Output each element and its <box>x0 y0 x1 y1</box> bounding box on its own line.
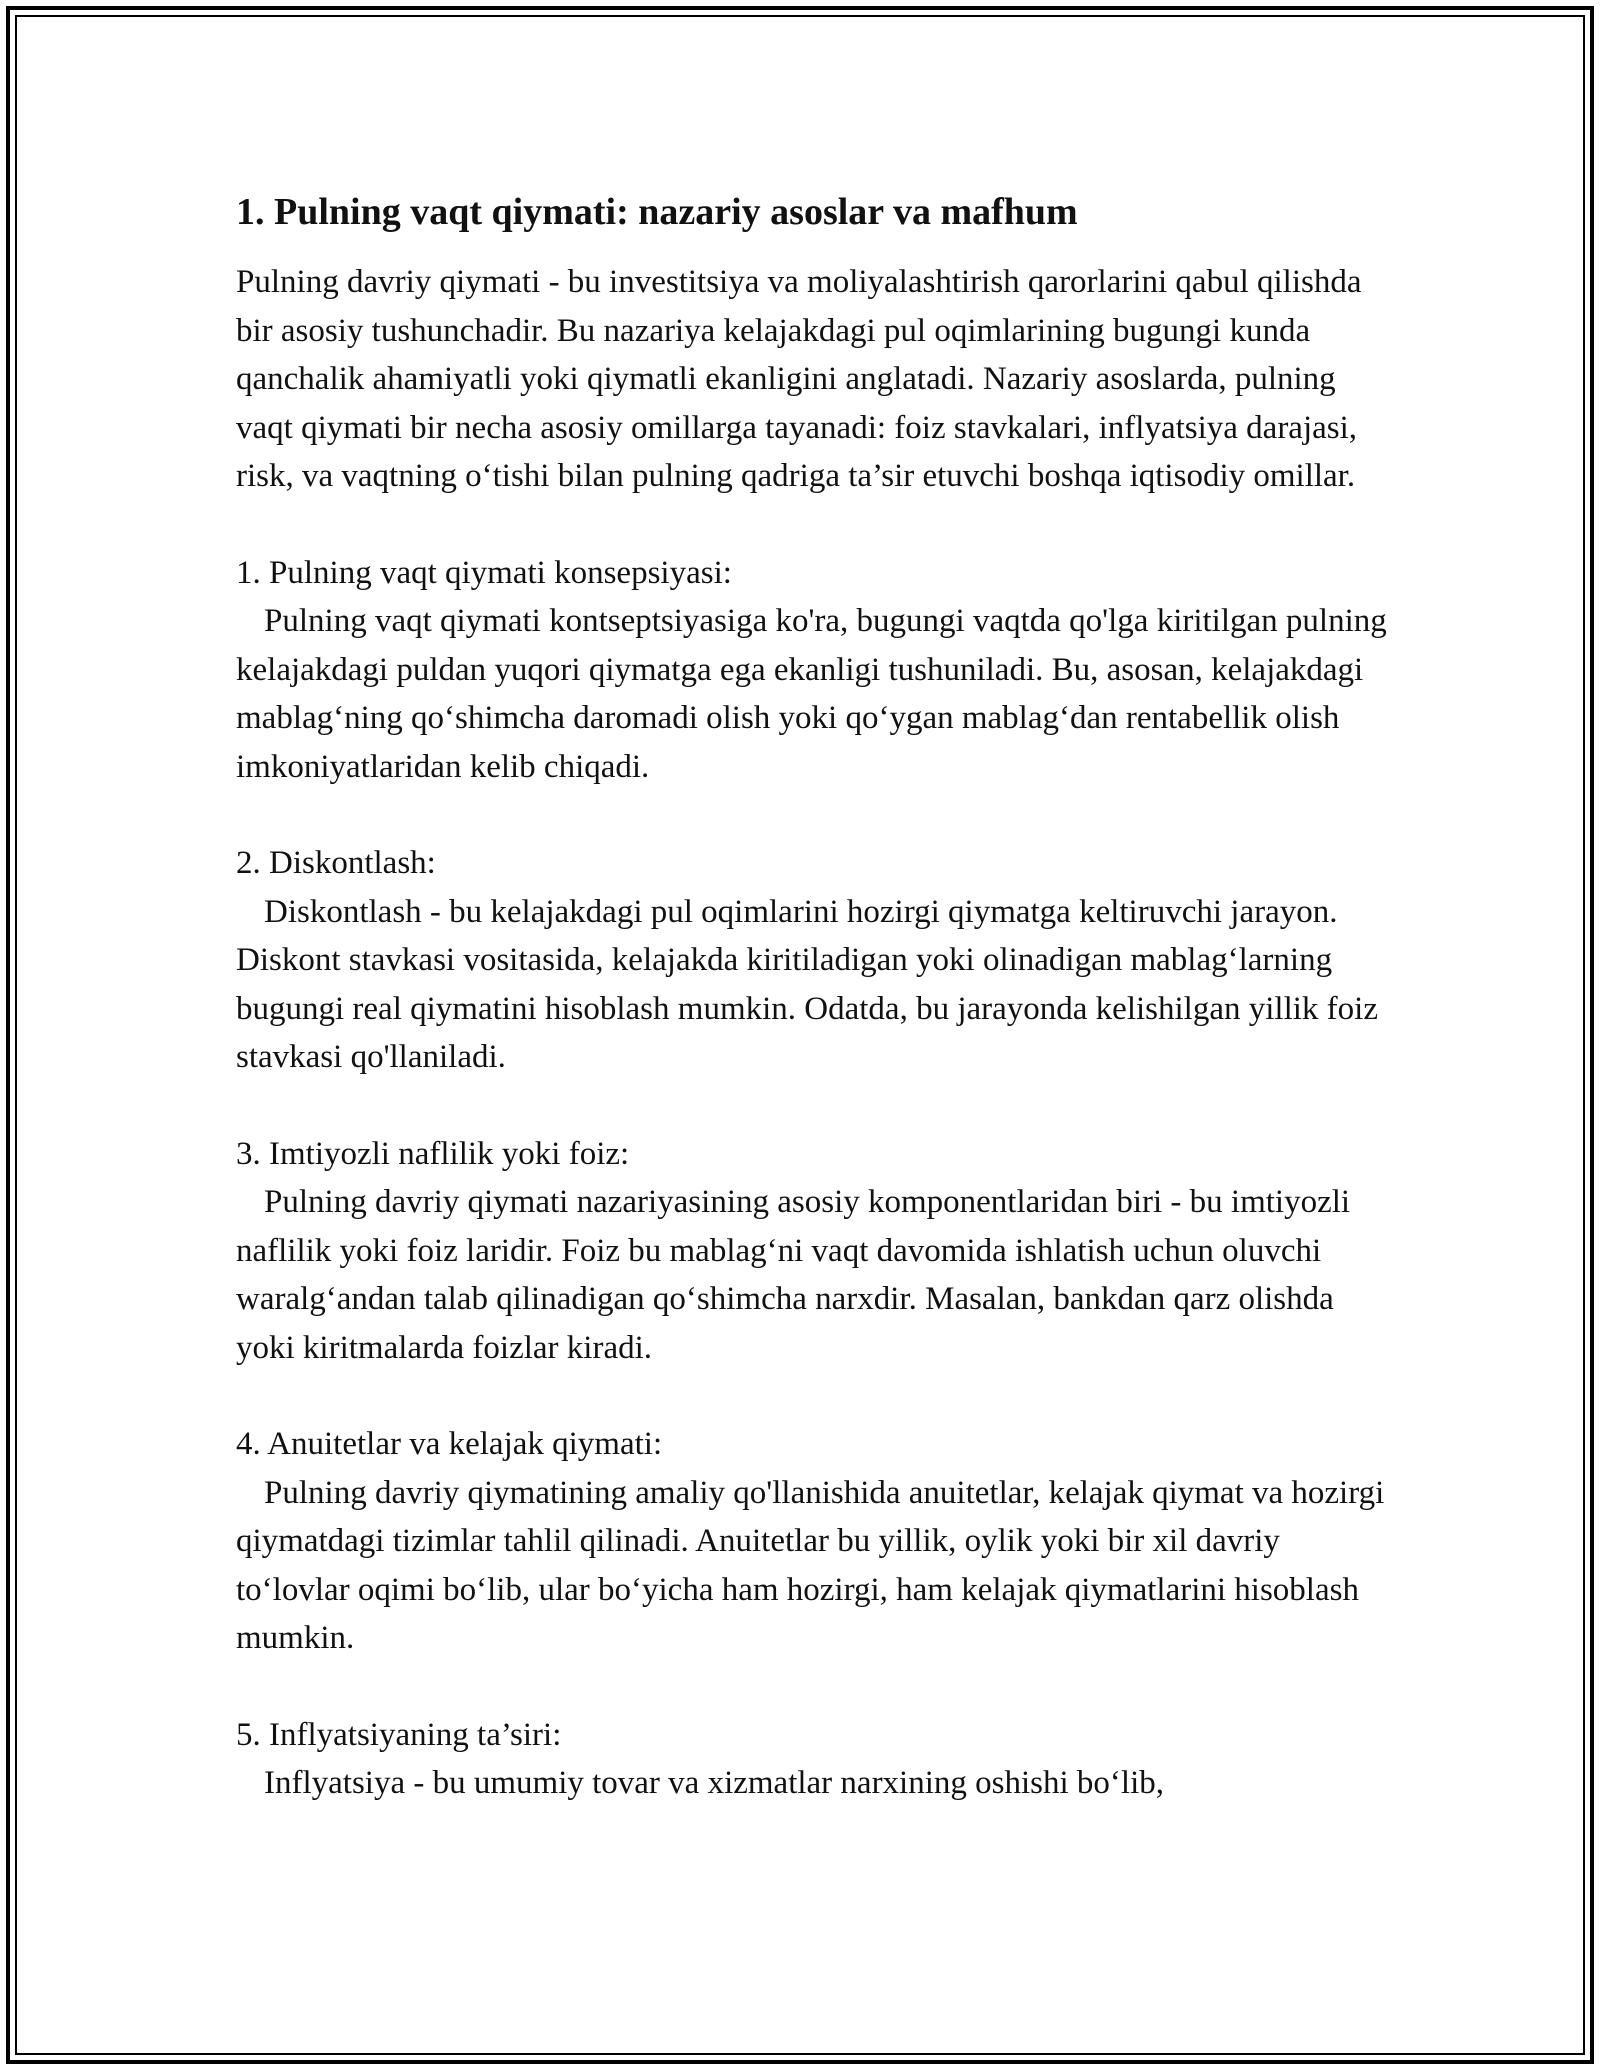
section-title: 2. Diskontlash: <box>236 845 436 881</box>
document-heading: 1. Pulning vaqt qiymati: nazariy asoslar va mafhum <box>236 191 1078 233</box>
section-1 <box>236 549 1396 792</box>
section-title: 5. Inflyatsiyaning ta’siri: <box>236 1716 562 1753</box>
section-title: 1. Pulning vaqt qiymati konsepsiyasi: <box>236 554 732 591</box>
intro-paragraph: Pulning davriy qiymati - bu investitsiya va moliyalashtirish qarorlarini qabul qilishda bir asosiy tushunchadir. Bu nazariya kelajakdagi pul oqimlarining bugungi kunda qanchalik ahamiyatli yoki qiymatli ekanligini anglatadi. Nazariy asoslarda, pulning vaqt qiymati bir necha asosiy omillarga tayanadi: foiz stavkalari, inflyatsiya darajasi, risk, va vaqtning o‘tishi bilan pulning qadriga ta’sir etuvchi boshqa iqtisodiy omillar. <box>236 264 1362 494</box>
section-body: Diskontlash - bu kelajakdagi pul oqimlarini hozirgi qiymatga keltiruvchi jarayon. Diskont stavkasi vositasida, kelajakda kiritiladigan yoki olinadigan mablag‘larning bugungi real qiymatini hisoblash mumkin. Odatda, bu jarayonda kelishilgan yillik foiz stavkasi qo'llaniladi. <box>236 893 1378 1075</box>
section-title: 4. Anuitetlar va kelajak qiymati: <box>236 1426 663 1462</box>
section-title: 3. Imtiyozli naflilik yoki foiz: <box>236 1135 630 1172</box>
section-3 <box>236 1130 1396 1373</box>
section-5 <box>236 1711 1396 1808</box>
section-body: Pulning davriy qiymatining amaliy qo'llanishida anuitetlar, kelajak qiymat va hozirgi qiymatdagi tizimlar tahlil qilinadi. Anuitetlar bu yillik, oylik yoki bir xil davriy to‘lovlar oqimi bo‘lib, ular bo‘yicha ham hozirgi, ham kelajak qiymatlarini hisoblash mumkin. <box>236 1474 1385 1656</box>
section-body: Pulning vaqt qiymati kontseptsiyasiga ko'ra, bugungi vaqtda qo'lga kiritilgan pulning kelajakdagi puldan yuqori qiymatga ega ekanligi tushuniladi. Bu, asosan, kelajakdagi mablag‘ning qo‘shimcha daromadi olish yoki qo‘ygan mablag‘dan rentabellik olish imkoniyatlaridan kelib chiqadi. <box>236 603 1387 785</box>
section-body: Inflyatsiya - bu umumiy tovar va xizmatlar narxining oshishi bo‘lib, <box>264 1765 1164 1801</box>
section-2 <box>236 839 1396 1082</box>
document-content <box>236 186 1396 1856</box>
section-4 <box>236 1420 1396 1663</box>
section-body: Pulning davriy qiymati nazariyasining asosiy komponentlaridan biri - bu imtiyozli naflilik yoki foiz laridir. Foiz bu mablag‘ni vaqt davomida ishlatish uchun oluvchi waralg‘andan talab qilinadigan qo‘shimcha narxdir. Masalan, bankdan qarz olishda yoki kiritmalarda foizlar kiradi. <box>236 1184 1351 1366</box>
